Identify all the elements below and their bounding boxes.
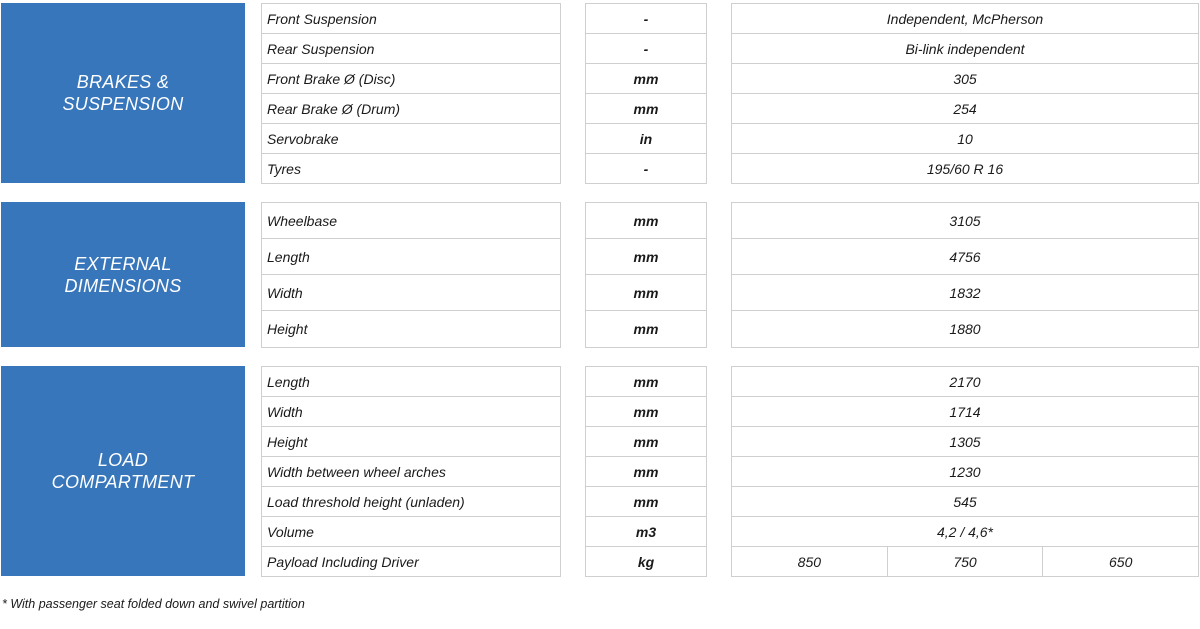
spec-label: Tyres [267,161,301,177]
spec-value: 4756 [732,239,1198,275]
category-header [1,3,245,183]
category-title-line1: LOAD [97,450,149,470]
spec-unit: mm [586,397,706,427]
spec-value: 545 [732,487,1198,517]
spec-label: Volume [262,517,560,547]
unit-column [585,366,707,577]
spec-unit: mm [586,239,706,275]
spec-unit: in [586,124,706,154]
label-column [261,3,561,184]
spec-label: Rear Suspension [262,34,560,64]
spec-value: Bi-link independent [732,34,1198,64]
category-header [1,366,245,576]
spec-unit: - [586,4,706,34]
value-column [731,366,1199,577]
spec-label: Length [262,367,560,397]
spec-unit: mm [586,64,706,94]
spec-value: 1305 [732,427,1198,457]
spec-label: Payload Including Driver [267,554,419,570]
payload-value: 750 [888,547,1044,577]
unit-column [585,202,707,348]
category-header [1,202,245,347]
spec-label: Rear Brake Ø (Drum) [262,94,560,124]
spec-value: 1714 [732,397,1198,427]
footnote: * With passenger seat folded down and swivel partition [2,597,305,611]
spec-value: 10 [732,124,1198,154]
spec-label: Width [262,275,560,311]
spec-label: Length [262,239,560,275]
spec-unit: mm [586,457,706,487]
spec-value: 1832 [732,275,1198,311]
category-title-line2: SUSPENSION [62,94,184,114]
category-title-line1: EXTERNAL [74,253,172,274]
payload-value: 650 [1109,554,1133,570]
spec-unit: mm [586,427,706,457]
spec-unit: mm [586,275,706,311]
category-title-line2: DIMENSIONS [64,275,182,296]
spec-label: Front Brake Ø (Disc) [262,64,560,94]
spec-label: Wheelbase [262,203,560,239]
spec-label: Width between wheel arches [262,457,560,487]
spec-value: 2170 [732,367,1198,397]
category-title-line1: BRAKES & [76,72,170,92]
spec-value: Independent, McPherson [732,4,1198,34]
spec-unit: mm [586,367,706,397]
label-column [261,202,561,348]
spec-label: Servobrake [262,124,560,154]
spec-label: Front Suspension [262,4,560,34]
value-column [731,3,1199,184]
spec-unit: kg [637,554,655,570]
spec-label: Height [262,427,560,457]
spec-value: 305 [732,64,1198,94]
spec-value: 195/60 R 16 [926,161,1004,177]
spec-unit: - [643,161,649,177]
spec-label: Load threshold height (unladen) [262,487,560,517]
spec-unit: mm [633,321,659,337]
spec-unit: mm [586,203,706,239]
spec-value: 3105 [732,203,1198,239]
category-title-line2: COMPARTMENT [51,472,195,492]
label-column [261,366,561,577]
spec-label: Height [267,321,308,337]
payload-row [732,547,1198,577]
spec-unit: mm [586,487,706,517]
spec-label: Width [262,397,560,427]
spec-value: 4,2 / 4,6* [732,517,1198,547]
spec-unit: - [586,34,706,64]
unit-column [585,3,707,184]
spec-value: 254 [732,94,1198,124]
spec-value: 1880 [949,321,981,337]
spec-unit: m3 [586,517,706,547]
payload-value: 850 [732,547,888,577]
value-column [731,202,1199,348]
spec-value: 1230 [732,457,1198,487]
spec-unit: mm [586,94,706,124]
